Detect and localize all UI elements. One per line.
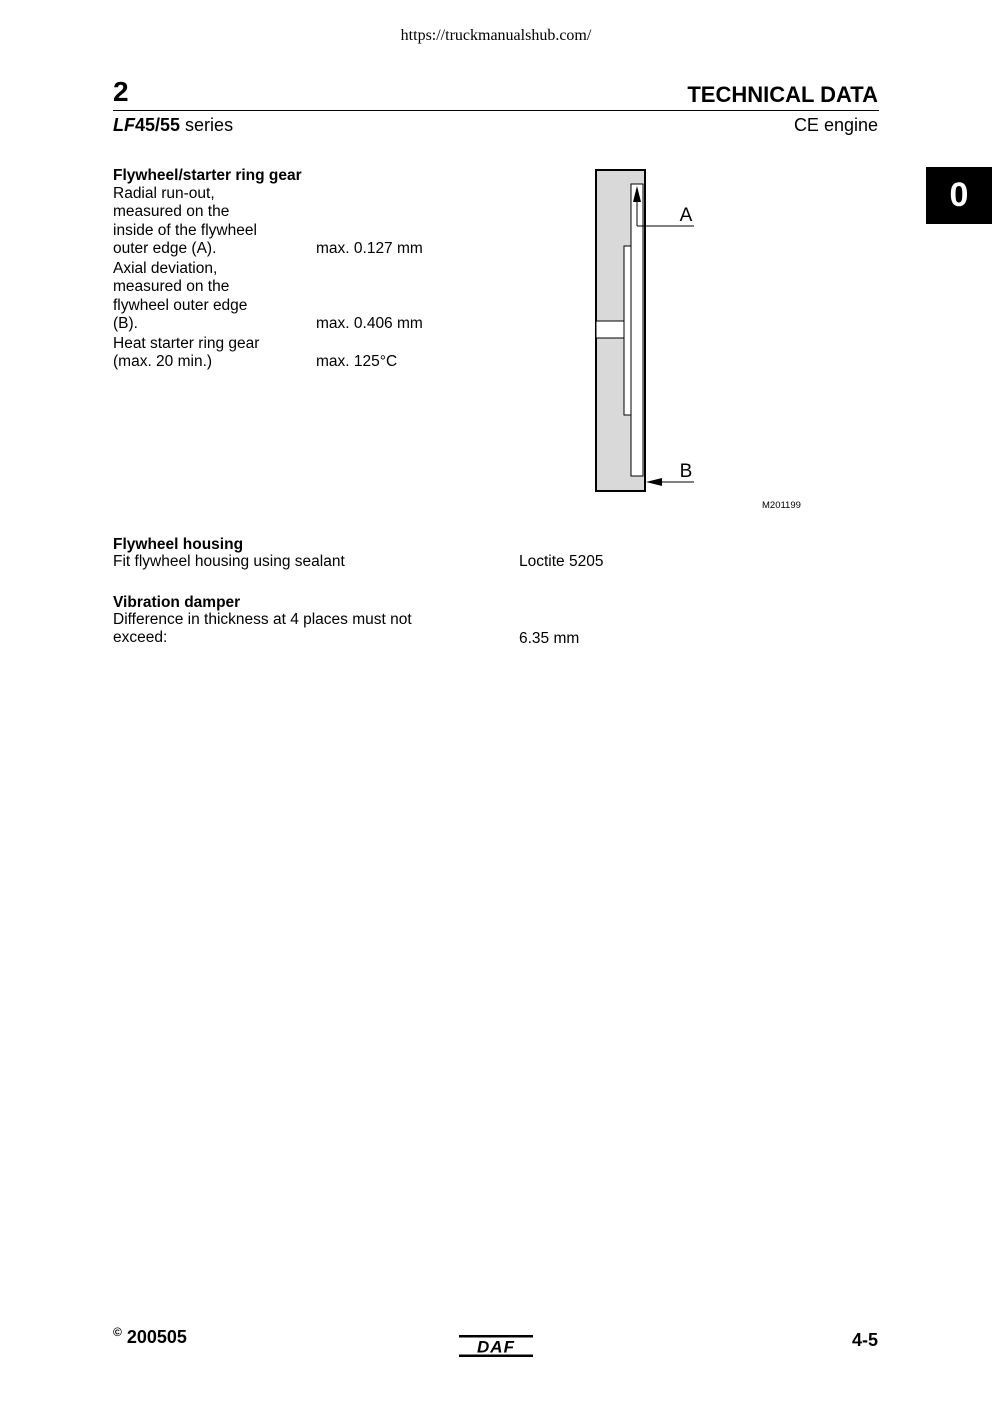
axial-deviation-line-3: flywheel outer edge — [113, 296, 248, 314]
measure-point-b — [646, 461, 694, 486]
damper-label-line-2: exceed: — [113, 629, 168, 647]
daf-logo-text: DAF — [477, 1337, 515, 1357]
section-title: TECHNICAL DATA — [687, 82, 878, 107]
label-a: A — [679, 205, 693, 226]
heat-ring-gear-line-2: (max. 20 min.) — [113, 353, 213, 371]
series-label — [113, 115, 233, 136]
radial-runout-line-3: inside of the flywheel — [113, 221, 257, 239]
housing-label: Fit flywheel housing using sealant — [113, 553, 345, 570]
heat-ring-gear-label — [113, 335, 259, 372]
flywheel-diagram — [560, 160, 820, 520]
series-suffix: series — [180, 115, 234, 135]
radial-runout-value: max. 0.127 mm — [316, 240, 423, 257]
figure-code: M201199 — [762, 500, 801, 511]
flywheel-bore — [596, 321, 626, 338]
axial-deviation-value: max. 0.406 mm — [316, 315, 423, 332]
damper-heading: Vibration damper — [113, 594, 241, 611]
flywheel-center-recess — [624, 246, 631, 415]
footer-copyright — [113, 1325, 187, 1348]
axial-deviation-line-4: (B). — [113, 315, 138, 333]
source-url[interactable]: https://truckmanualshub.com/ — [400, 27, 592, 44]
heat-ring-gear-line-1: Heat starter ring gear — [113, 335, 260, 352]
flywheel-heading: Flywheel/starter ring gear — [113, 167, 302, 184]
page-number: 4-5 — [851, 1330, 878, 1350]
damper-label-line-1: Difference in thickness at 4 places must not — [113, 611, 412, 628]
radial-runout-line-2: measured on the — [113, 203, 230, 221]
axial-deviation-line-2: measured on the — [113, 278, 230, 296]
damper-label — [113, 611, 412, 648]
chapter-tab: 0 — [926, 167, 992, 224]
radial-runout-line-4: outer edge (A). — [113, 240, 217, 258]
housing-heading: Flywheel housing — [113, 536, 244, 553]
flywheel-inner-face — [631, 184, 643, 476]
chapter-number: 2 — [113, 76, 129, 107]
footer-date-code: 200505 — [126, 1327, 187, 1347]
series-model: 45/55 — [135, 115, 181, 135]
series-prefix: LF — [113, 115, 135, 135]
damper-value: 6.35 mm — [519, 630, 580, 647]
engine-label: CE engine — [793, 115, 878, 135]
housing-value: Loctite 5205 — [519, 553, 604, 570]
axial-deviation-line-1: Axial deviation, — [113, 260, 218, 277]
radial-runout-label — [113, 185, 257, 259]
heat-ring-gear-value: max. 125°C — [316, 353, 398, 370]
copyright-symbol: © — [113, 1325, 122, 1339]
radial-runout-line-1: Radial run-out, — [113, 185, 215, 202]
arrow-b-head — [646, 478, 662, 486]
axial-deviation-label — [113, 260, 247, 334]
label-b: B — [679, 461, 693, 482]
flywheel-cross-section — [596, 170, 645, 491]
header-rule — [113, 110, 879, 111]
daf-logo — [459, 1335, 533, 1357]
